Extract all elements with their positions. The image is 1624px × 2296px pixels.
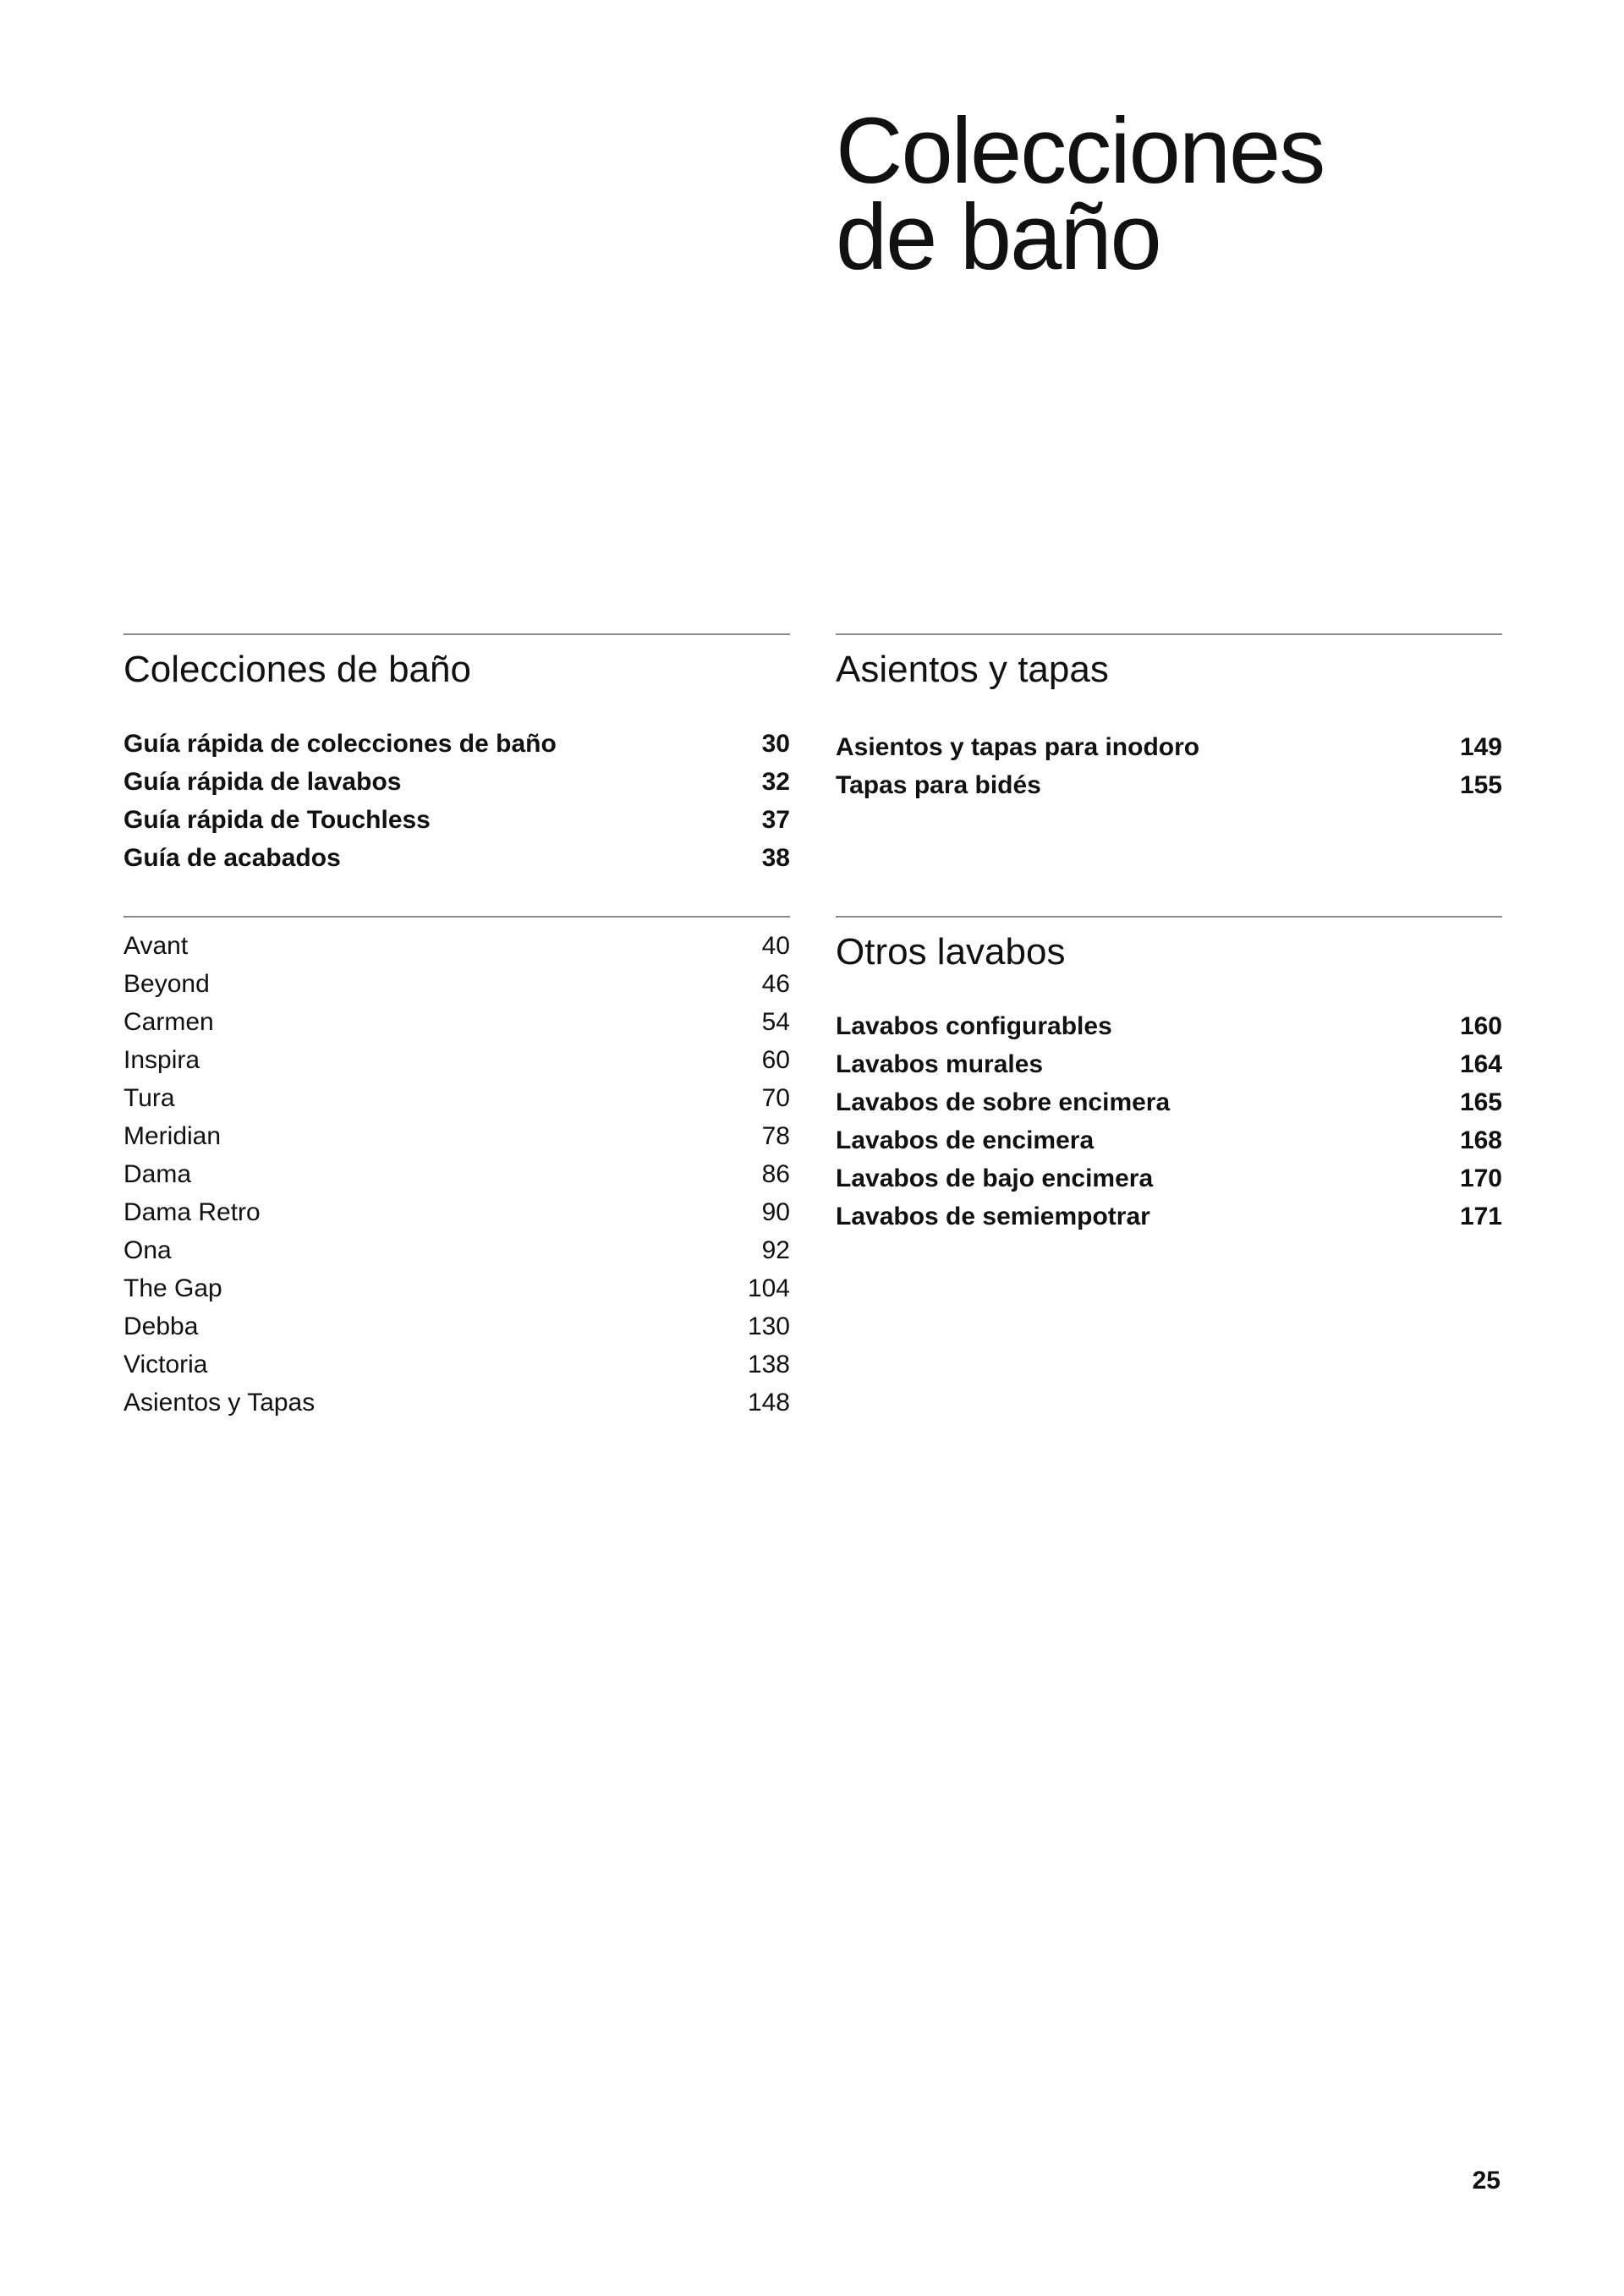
toc-item-label: Lavabos de encimera (836, 1126, 1095, 1154)
toc-item-label: Dama (123, 1160, 192, 1188)
toc-item-page: 86 (761, 1160, 790, 1188)
toc-item[interactable] (123, 965, 790, 1003)
toc-item[interactable] (836, 1045, 1502, 1083)
toc-item-label: Asientos y tapas para inodoro (836, 733, 1200, 761)
toc-item[interactable] (836, 728, 1502, 766)
toc-item[interactable] (123, 1079, 790, 1117)
toc-item[interactable] (836, 1159, 1502, 1197)
toc-item-page: 171 (1459, 1203, 1502, 1230)
toc-item-page: 30 (761, 730, 790, 758)
toc-item-page: 54 (761, 1008, 790, 1036)
toc-item-page: 46 (761, 970, 790, 998)
toc-item[interactable] (123, 1041, 790, 1079)
toc-item[interactable] (123, 927, 790, 965)
toc-item-page: 32 (761, 768, 790, 796)
toc-item[interactable] (836, 1083, 1502, 1121)
toc-item-label: Inspira (123, 1046, 200, 1074)
basins-list (836, 1007, 1502, 1236)
basins-section (836, 916, 1502, 1236)
toc-item[interactable] (123, 839, 790, 877)
toc-item-label: Lavabos de semiempotrar (836, 1203, 1150, 1230)
toc-item-page: 165 (1459, 1088, 1502, 1116)
toc-item-page: 40 (761, 932, 790, 960)
toc-item-page: 60 (761, 1046, 790, 1074)
toc-item-label: Guía rápida de colecciones de baño (123, 730, 557, 758)
toc-item-label: Tura (123, 1084, 175, 1112)
toc-item-label: Meridian (123, 1122, 222, 1150)
toc-item[interactable] (123, 1307, 790, 1345)
toc-item-page: 149 (1459, 733, 1502, 761)
seats-section (836, 633, 1502, 804)
toc-item-label: Guía rápida de lavabos (123, 768, 402, 796)
toc-item-page: 155 (1459, 771, 1502, 799)
page-title (836, 99, 1325, 289)
collections-list (123, 927, 790, 1422)
toc-item-label: Victoria (123, 1351, 208, 1378)
page-number: 25 (1472, 2167, 1501, 2195)
toc-item-label: Guía de acabados (123, 844, 341, 872)
toc-item[interactable] (123, 1269, 790, 1307)
toc-item-page: 164 (1459, 1050, 1502, 1078)
toc-item[interactable] (123, 1231, 790, 1269)
seats-heading: Asientos y tapas (836, 649, 1109, 690)
toc-item-label: Guía rápida de Touchless (123, 806, 431, 834)
toc-item-label: Lavabos de bajo encimera (836, 1164, 1154, 1192)
toc-item-label: Lavabos murales (836, 1050, 1044, 1078)
toc-item-label: Lavabos de sobre encimera (836, 1088, 1171, 1116)
toc-item[interactable] (123, 725, 790, 763)
toc-item-label: Dama Retro (123, 1198, 261, 1226)
toc-item-label: Lavabos configurables (836, 1012, 1112, 1040)
guides-heading: Colecciones de baño (123, 649, 471, 690)
page-title-line-1: Colecciones (836, 99, 1325, 203)
basins-heading: Otros lavabos (836, 931, 1066, 973)
toc-item-page: 160 (1459, 1012, 1502, 1040)
toc-item[interactable] (123, 1117, 790, 1155)
toc-item-page: 70 (761, 1084, 790, 1112)
toc-item[interactable] (123, 1193, 790, 1231)
seats-list (836, 728, 1502, 804)
toc-item-page: 168 (1459, 1126, 1502, 1154)
toc-item[interactable] (123, 1155, 790, 1193)
toc-item[interactable] (836, 1121, 1502, 1159)
toc-item-page: 92 (761, 1236, 790, 1264)
guides-section (123, 633, 790, 877)
toc-item[interactable] (123, 801, 790, 839)
toc-item-page: 37 (761, 806, 790, 834)
toc-item-page: 130 (747, 1312, 790, 1340)
toc-item[interactable] (123, 1345, 790, 1384)
toc-item-page: 78 (761, 1122, 790, 1150)
toc-item-page: 170 (1459, 1164, 1502, 1192)
toc-item-page: 104 (747, 1274, 790, 1302)
collections-section (123, 916, 790, 1422)
toc-item[interactable] (123, 1003, 790, 1041)
toc-item-page: 138 (747, 1351, 790, 1378)
guides-list (123, 725, 790, 877)
toc-item-page: 90 (761, 1198, 790, 1226)
toc-item[interactable] (123, 1384, 790, 1422)
toc-item-page: 148 (747, 1389, 790, 1417)
toc-item-label: Beyond (123, 970, 210, 998)
toc-item-page: 38 (761, 844, 790, 872)
toc-item-label: Debba (123, 1312, 199, 1340)
toc-item-label: Avant (123, 932, 189, 960)
toc-item[interactable] (836, 766, 1502, 804)
toc-item[interactable] (836, 1007, 1502, 1045)
toc-item-label: Ona (123, 1236, 172, 1264)
toc-item-label: Carmen (123, 1008, 214, 1036)
toc-item-label: Asientos y Tapas (123, 1389, 315, 1417)
toc-item[interactable] (836, 1197, 1502, 1236)
toc-item-label: Tapas para bidés (836, 771, 1041, 799)
page-title-line-2: de baño (836, 185, 1160, 289)
toc-item-label: The Gap (123, 1274, 222, 1302)
toc-item[interactable] (123, 763, 790, 801)
